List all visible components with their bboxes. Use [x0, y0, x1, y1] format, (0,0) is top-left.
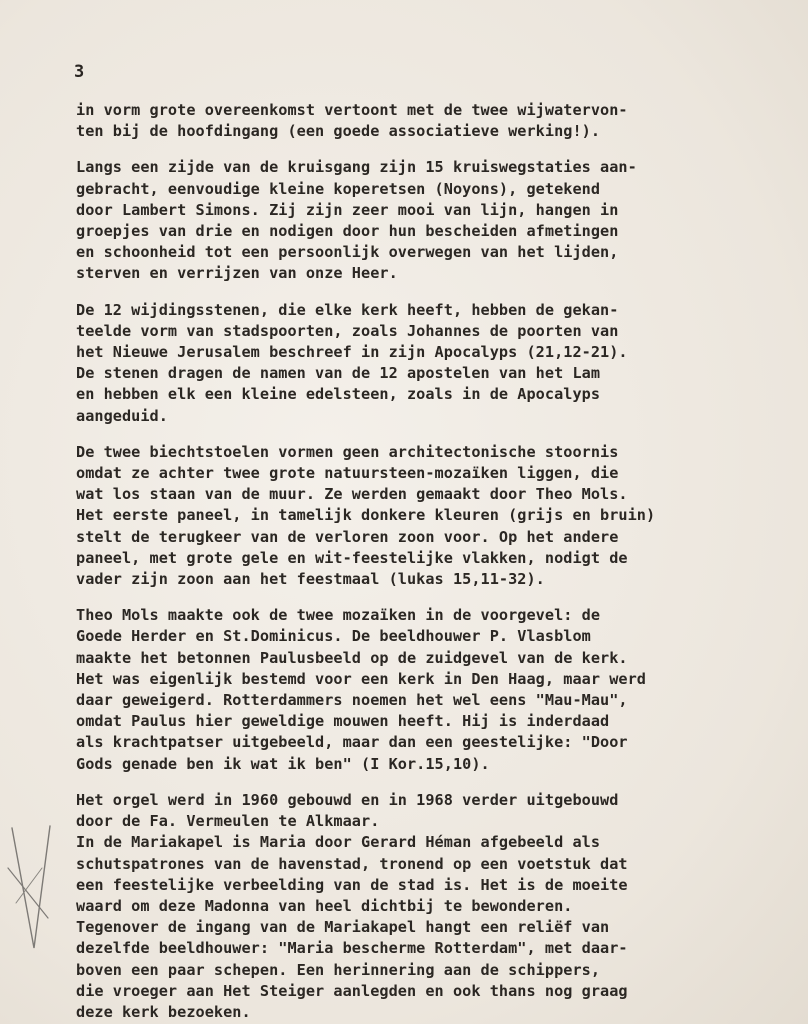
- text-line: De twee biechtstoelen vormen geen architectonische stoornis: [76, 442, 619, 461]
- text-line: en schoonheid tot een persoonlijk overwegen van het lijden,: [76, 243, 619, 262]
- text-line: De 12 wijdingsstenen, die elke kerk heeft, hebben de gekan-: [76, 300, 619, 319]
- text-line: in vorm grote overeenkomst vertoont met de twee wijwatervon-: [76, 101, 628, 119]
- text-line: het Nieuwe Jerusalem beschreef in zijn Apocalyps (21,12-21).: [76, 343, 628, 362]
- paragraph: [76, 100, 766, 142]
- text-line: De stenen dragen de namen van de 12 apostelen van het Lam: [76, 364, 601, 383]
- text-line: ten bij de hoofdingang (een goede associatieve werking!).: [76, 122, 601, 141]
- text-line: door Lambert Simons. Zij zijn zeer mooi van lijn, hangen in: [76, 200, 619, 219]
- text-line: vader zijn zoon aan het feestmaal (lukas 15,11-32).: [76, 570, 545, 589]
- text-line: sterven en verrijzen van onze Heer.: [76, 264, 398, 283]
- text-line: gebracht, eenvoudige kleine koperetsen (Noyons), getekend: [76, 179, 601, 198]
- text-line: dezelfde beeldhouwer: "Maria bescherme Rotterdam", met daar-: [76, 939, 628, 958]
- text-line: paneel, met grote gele en wit-feestelijke vlakken, nodigt de: [76, 548, 628, 567]
- paragraph: [76, 790, 766, 1023]
- page-number: 3: [74, 62, 85, 82]
- text-line: waard om deze Madonna van heel dichtbij te bewonderen.: [76, 896, 573, 915]
- paragraph: [76, 300, 766, 427]
- text-line: een feestelijke verbeelding van de stad is. Het is de moeite: [76, 875, 628, 894]
- text-line: Gods genade ben ik wat ik ben" (I Kor.15,10).: [76, 754, 490, 773]
- text-line: boven een paar schepen. Een herinnering aan de schippers,: [76, 960, 601, 979]
- text-line: maakte het betonnen Paulusbeeld op de zuidgevel van de kerk.: [76, 648, 628, 667]
- text-line: Theo Mols maakte ook de twee mozaïken in de voorgevel: de: [76, 606, 601, 625]
- text-line: door de Fa. Vermeulen te Alkmaar.: [76, 812, 380, 831]
- text-line: en hebben elk een kleine edelsteen, zoals in de Apocalyps: [76, 385, 601, 404]
- pencil-mark-icon: [2, 808, 62, 958]
- paragraph: [76, 442, 766, 590]
- text-line: groepjes van drie en nodigen door hun bescheiden afmetingen: [76, 222, 619, 241]
- text-line: Goede Herder en St.Dominicus. De beeldhouwer P. Vlasblom: [76, 627, 591, 646]
- text-line: Het orgel werd in 1960 gebouwd en in 1968 verder uitgebouwd: [76, 790, 619, 809]
- paragraph: [76, 605, 766, 775]
- text-line: Tegenover de ingang van de Mariakapel hangt een reliëf van: [76, 918, 610, 937]
- text-line: stelt de terugkeer van de verloren zoon voor. Op het andere: [76, 527, 619, 546]
- text-line: deze kerk bezoeken.: [76, 1002, 251, 1021]
- paragraph: [76, 157, 766, 284]
- text-line: In de Mariakapel is Maria door Gerard Héman afgebeeld als: [76, 833, 601, 852]
- text-line: omdat ze achter twee grote natuursteen-mozaïken liggen, die: [76, 464, 619, 483]
- text-line: aangeduid.: [76, 406, 168, 425]
- text-line: omdat Paulus hier geweldige mouwen heeft. Hij is inderdaad: [76, 712, 610, 731]
- text-line: Het was eigenlijk bestemd voor een kerk in Den Haag, maar werd: [76, 669, 647, 688]
- typewritten-text: [76, 100, 766, 1023]
- text-line: Langs een zijde van de kruisgang zijn 15 kruiswegstaties aan-: [76, 158, 637, 177]
- text-line: Het eerste paneel, in tamelijk donkere kleuren (grijs en bruin): [76, 506, 656, 525]
- text-line: daar geweigerd. Rotterdammers noemen het wel eens "Mau-Mau",: [76, 691, 628, 710]
- text-line: wat los staan van de muur. Ze werden gemaakt door Theo Mols.: [76, 485, 628, 504]
- text-line: teelde vorm van stadspoorten, zoals Johannes de poorten van: [76, 321, 619, 340]
- text-line: die vroeger aan Het Steiger aanlegden en ook thans nog graag: [76, 981, 628, 1000]
- text-line: als krachtpatser uitgebeeld, maar dan een geestelijke: "Door: [76, 733, 628, 752]
- text-line: schutspatrones van de havenstad, tronend op een voetstuk dat: [76, 854, 628, 873]
